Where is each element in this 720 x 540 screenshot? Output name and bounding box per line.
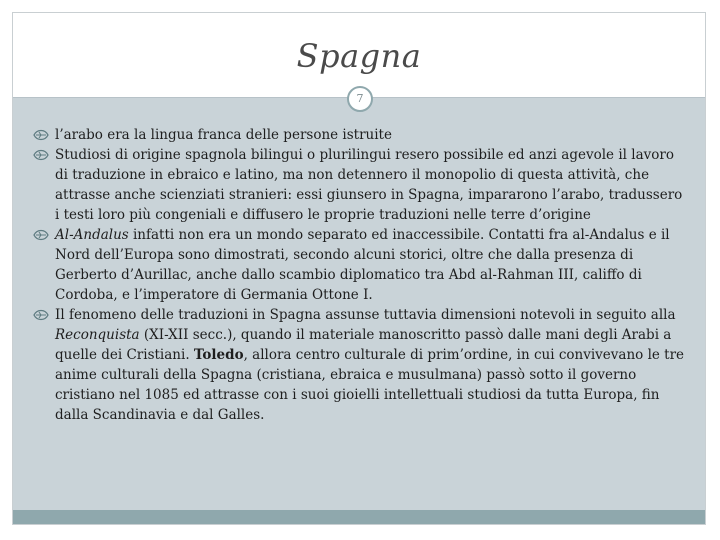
slide-title: Spagna bbox=[296, 37, 422, 75]
bullet-text: infatti non era un mondo separato ed inaccessibile. Contatti fra al-Andalus e il Nord dell’Europa sono dimostrati, secondo alcuni storici, oltre che dalla presenza di Gerberto d’Aurillac, anche dallo scambio diplomatico tra Abd al-Rahman III, califfo di Cordoba, e l’imperatore di Germania Ottone I. bbox=[55, 227, 670, 303]
bullet-text: (XI-XII secc.), quando il materiale manoscritto passò dalle mani degli Arabi a quelle dei Cristiani. bbox=[55, 327, 672, 363]
leaf-bullet-icon bbox=[33, 148, 49, 162]
bottom-accent-bar bbox=[13, 510, 705, 524]
bullet-text: , allora centro culturale di prim’ordine, in cui convivevano le tre anime culturali della Spagna (cristiana, ebraica e musulmana) passò sotto il governo cristiano nel 1085 ed attrasse con i suoi gioielli intellettuali studiosi da tutta Europa, fin dalla Scandinavia e dal Galles. bbox=[55, 347, 685, 423]
bullet-text: Toledo bbox=[193, 347, 244, 363]
page-number-badge: 7 bbox=[347, 86, 373, 112]
leaf-bullet-icon bbox=[33, 308, 49, 322]
bullet-text: Il fenomeno delle traduzioni in Spagna assunse tuttavia dimensioni notevoli in seguito alla bbox=[55, 307, 676, 323]
bullet-text: Studiosi di origine spagnola bilingui o plurilingui resero possibile ed anzi agevole il lavoro di traduzione in ebraico e latino, ma non detennero il monopolio di questa attività, che attrasse anche scienziati stranieri: essi giunsero in Spagna, impararono l’arabo, tradussero i testi loro più congeniali e diffusero le proprie traduzioni nelle terre d’origine bbox=[55, 147, 683, 223]
bullet-list bbox=[33, 125, 689, 425]
title-band bbox=[13, 13, 705, 97]
bullet-item bbox=[33, 125, 689, 145]
leaf-bullet-icon bbox=[33, 128, 49, 142]
slide bbox=[12, 12, 706, 525]
bullet-text: Reconquista bbox=[55, 327, 140, 343]
bullet-text: l’arabo era la lingua franca delle persone istruite bbox=[55, 127, 392, 143]
bullet-item bbox=[33, 145, 689, 225]
bullet-text: Al-Andalus bbox=[55, 227, 129, 243]
bullet-item bbox=[33, 225, 689, 305]
leaf-bullet-icon bbox=[33, 228, 49, 242]
bullet-item bbox=[33, 305, 689, 425]
